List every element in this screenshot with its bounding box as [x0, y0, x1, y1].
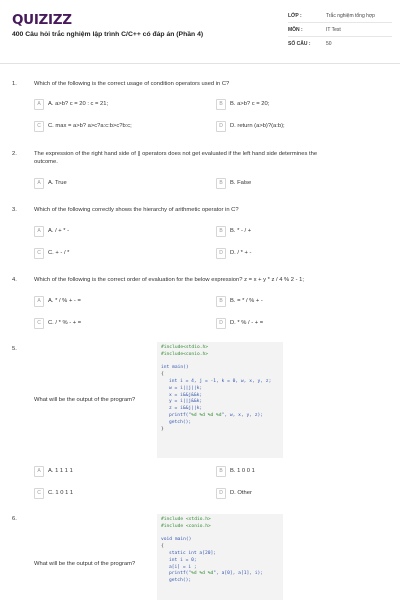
question-1-number: 1.	[12, 81, 17, 87]
code-string: %d %d %d	[191, 571, 214, 577]
code-line: z = i&&j||k;	[169, 406, 203, 412]
option-letter-box: A	[34, 226, 44, 237]
option-text: B. = * / % + -	[230, 298, 263, 304]
meta-row-subject	[288, 23, 392, 37]
code-line: #include <stdio.h>	[161, 517, 211, 522]
question-3-number: 3.	[12, 207, 17, 213]
code-line: #include<stdio.h>	[161, 345, 209, 350]
code-line: a[i] = i ;	[169, 564, 197, 570]
option-letter-box: D	[216, 318, 226, 329]
code-line: int i = 0;	[169, 557, 197, 563]
option-letter-box: C	[34, 121, 44, 132]
code-line: #include<conio.h>	[161, 351, 209, 357]
question-5-code-block	[157, 342, 283, 458]
quizizz-logo: QUIZIZZ	[12, 12, 72, 28]
option-text: A. / + * -	[48, 228, 70, 234]
question-2-text	[34, 150, 317, 166]
option-text: C. max = a>b? a>c?a:c:b>c?b:c;	[48, 123, 132, 129]
question-3-text: Which of the following correctly shows the hierarchy of arithmetic operator in C?	[34, 207, 239, 213]
question-6-number: 6.	[12, 516, 17, 522]
question-6-code-block	[157, 514, 283, 600]
worksheet-header	[0, 0, 400, 64]
meta-value: 50	[326, 41, 332, 47]
option-text: D. return (a>b)?(a:b);	[230, 123, 285, 129]
option-text: A. True	[48, 180, 67, 186]
option-letter-box: D	[216, 248, 226, 259]
option-letter-box: D	[216, 121, 226, 132]
question-4-number: 4.	[12, 277, 17, 283]
meta-value: Trắc nghiệm tổng hợp	[326, 13, 375, 19]
code-line: w = i||j||k;	[169, 385, 203, 391]
meta-row-class	[288, 9, 392, 23]
option-letter-box: B	[216, 178, 226, 189]
option-text: C. + - / *	[48, 250, 70, 256]
option-text: B. 1 0 0 1	[230, 468, 255, 474]
code-token: printf("	[169, 412, 192, 418]
option-letter-box: D	[216, 488, 226, 499]
question-2-text-line: The expression of the right hand side of || operators does not get evaluated if the left hand side determines the	[34, 151, 318, 157]
code-line: getch();	[169, 419, 192, 425]
question-4-text: Which of the following is the correct order of evaluation for the below expression? z = x + y * z / 4 % 2 - 1;	[34, 277, 305, 283]
code-line: {	[161, 372, 164, 378]
question-1-text: Which of the following is the correct usage of condition operators used in C?	[34, 81, 230, 87]
option-letter-box: C	[34, 248, 44, 259]
option-letter-box: B	[216, 466, 226, 477]
option-letter-box: B	[216, 226, 226, 237]
code-line: void main()	[161, 537, 192, 543]
meta-row-question-count	[288, 37, 392, 51]
option-text: A. * / % + - =	[48, 298, 81, 304]
code-line: int main()	[161, 365, 189, 371]
question-2-text-line: outcome.	[34, 159, 58, 166]
option-letter-box: A	[34, 296, 44, 307]
option-text: D. * % / - + =	[230, 320, 264, 326]
code-string: %d %d %d %d	[191, 412, 222, 418]
code-line: x = i&&j&&k;	[169, 392, 203, 398]
code-line: int i = 4, j = -1, k = 0, w, x, y, z;	[169, 378, 272, 384]
code-line: getch();	[169, 578, 192, 584]
code-token: ", w, x, y, z);	[221, 412, 264, 418]
option-letter-box: C	[34, 318, 44, 329]
option-text: D. / * + -	[230, 250, 252, 256]
option-letter-box: C	[34, 488, 44, 499]
code-line: }	[161, 426, 164, 432]
code-line: {	[161, 544, 164, 550]
meta-key: LỚP :	[288, 13, 302, 19]
code-line	[161, 413, 279, 420]
option-letter-box: B	[216, 296, 226, 307]
code-line: #include <conio.h>	[161, 523, 211, 529]
question-5-text: What will be the output of the program?	[34, 397, 136, 403]
option-text: B. False	[230, 180, 252, 186]
option-letter-box: A	[34, 466, 44, 477]
option-text: B. a>b? c = 20;	[230, 101, 270, 107]
code-line: y = i||j&&k;	[169, 399, 203, 405]
code-token: ", a[0], a[1], i);	[213, 571, 264, 577]
option-text: A. a>b? c = 20 : c = 21;	[48, 101, 109, 107]
option-letter-box: B	[216, 99, 226, 110]
option-text: D. Other	[230, 490, 252, 496]
code-token: printf("	[169, 571, 192, 577]
question-2-number: 2.	[12, 151, 17, 157]
option-letter-box: A	[34, 178, 44, 189]
meta-value: IT Test	[326, 27, 341, 33]
option-text: C. 1 0 1 1	[48, 490, 74, 496]
meta-key: SỐ CÂU :	[288, 41, 311, 47]
code-line: static int a[20];	[169, 550, 217, 556]
meta-key: MÔN :	[288, 27, 303, 33]
option-letter-box: A	[34, 99, 44, 110]
option-text: B. * - / +	[230, 228, 252, 234]
option-text: A. 1 1 1 1	[48, 468, 73, 474]
question-6-text: What will be the output of the program?	[34, 561, 136, 567]
worksheet-meta-table	[288, 9, 392, 51]
question-5-number: 5.	[12, 346, 17, 352]
document-title: 400 Câu hỏi trắc nghiệm lập trình C/C++ có đáp án (Phần 4)	[12, 31, 204, 38]
option-text: C. / * % - + =	[48, 320, 82, 326]
